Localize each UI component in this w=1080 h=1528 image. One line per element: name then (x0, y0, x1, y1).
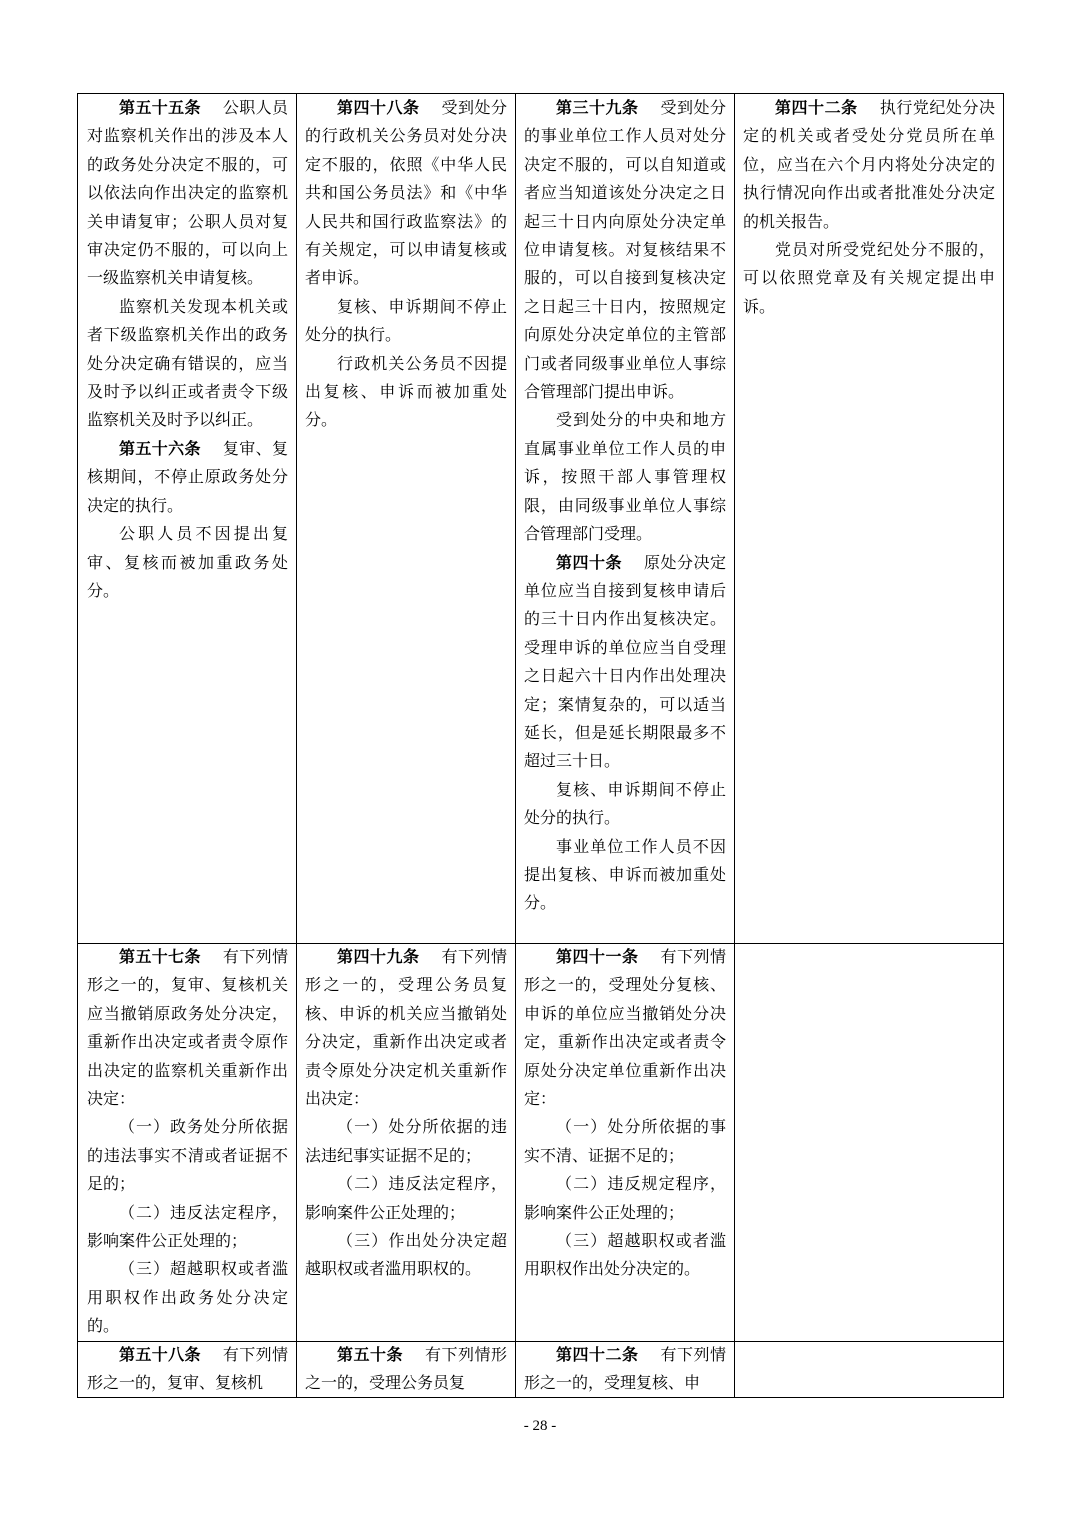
article-text: 原处分决定单位应当自接到复核申请后的三十日内作出复核决定。受理申诉的单位应当自受理之日起六十日内作出处理决定；案情复杂的，可以适当延长，但是延长期限最多不超过三十日。 (524, 552, 726, 771)
article-number: 第五十八条 (119, 1345, 201, 1364)
article-paragraph (524, 1227, 726, 1284)
article-number: 第四十九条 (337, 947, 420, 966)
article-text: （三）超越职权或者滥用职权作出政务处分决定的。 (87, 1259, 288, 1336)
article-paragraph (305, 943, 507, 1113)
table-cell (734, 943, 1003, 1341)
article-paragraph (305, 293, 507, 350)
article-number: 第五十五条 (119, 98, 201, 117)
article-paragraph (87, 1113, 288, 1198)
article-number: 第五十条 (337, 1345, 403, 1364)
table-cell (515, 1341, 734, 1398)
article-text: （三）超越职权或者滥用职权作出处分决定的。 (524, 1231, 726, 1279)
article-text: （二）违反法定程序，影响案件公正处理的； (305, 1174, 507, 1222)
table-cell (78, 943, 296, 1341)
article-text: 行政机关公务员不因提出复核、申诉而被加重处分。 (305, 353, 507, 430)
table-cell (296, 1341, 515, 1398)
article-paragraph (87, 1199, 288, 1256)
article-paragraph (524, 406, 726, 548)
table-cell (515, 94, 734, 943)
article-paragraph (524, 94, 726, 406)
article-paragraph (87, 435, 288, 520)
article-text: 有下列情形之一的，受理公务员复 (305, 1345, 507, 1393)
article-text: 复审、复核期间，不停止原政务处分决定的执行。 (87, 438, 288, 515)
article-paragraph (87, 1341, 288, 1398)
article-text: （一）政务处分所依据的违法事实不清或者证据不足的； (87, 1117, 288, 1194)
article-text: 复核、申诉期间不停止处分的执行。 (524, 779, 726, 828)
article-paragraph (524, 943, 726, 1113)
article-paragraph (524, 1170, 726, 1227)
article-paragraph (87, 293, 288, 435)
comparison-table (77, 93, 1004, 1398)
article-number: 第三十九条 (556, 98, 639, 117)
article-paragraph (524, 1341, 726, 1398)
table-cell (734, 1341, 1003, 1398)
article-text: 事业单位工作人员不因提出复核、申诉而被加重处分。 (524, 836, 726, 913)
table-cell (296, 943, 515, 1341)
article-text: 有下列情形之一的，受理处分复核、申诉的单位应当撤销处分决定，重新作出决定或者责令原处分决定单位重新作出决定： (524, 947, 726, 1109)
article-number: 第五十六条 (119, 438, 201, 458)
article-paragraph (87, 943, 288, 1113)
article-text: 受到处分的事业单位工作人员对处分决定不服的，可以自知道或者应当知道该处分决定之日起三十日内向原处分决定单位申请复核。对复核结果不服的，可以自接到复核决定之日起三十日内，按照规定向原处分决定单位的主管部门或者同级事业单位人事综合管理部门提出申诉。 (524, 98, 726, 402)
article-text: 执行党纪处分决定的机关或者受处分党员所在单位，应当在六个月内将处分决定的执行情况向作出或者批准处分决定的机关报告。 (743, 98, 995, 231)
table-cell (78, 1341, 296, 1398)
article-paragraph (524, 549, 726, 776)
article-paragraph (305, 94, 507, 293)
article-text: 复核、申诉期间不停止处分的执行。 (305, 296, 507, 345)
article-paragraph (743, 94, 995, 236)
article-paragraph (87, 1255, 288, 1340)
article-text: （二）违反法定程序，影响案件公正处理的； (87, 1202, 288, 1251)
article-text: 有下列情形之一的，受理复核、申 (524, 1345, 726, 1393)
article-text: 监察机关发现本机关或者下级监察机关作出的政务处分决定确有错误的，应当及时予以纠正或者责令下级监察机关及时予以纠正。 (87, 296, 288, 430)
table-cell (78, 94, 296, 943)
article-text: （二）违反规定程序，影响案件公正处理的； (524, 1174, 726, 1222)
article-paragraph (305, 1170, 507, 1227)
article-text: 党员对所受党纪处分不服的，可以依照党章及有关规定提出申诉。 (743, 240, 995, 316)
article-text: 公职人员不因提出复审、复核而被加重政务处分。 (87, 524, 288, 600)
article-number: 第四十一条 (556, 947, 639, 966)
page-number: - 28 - (523, 1418, 557, 1434)
article-paragraph (524, 776, 726, 833)
article-text: （三）作出处分决定超越职权或者滥用职权的。 (305, 1231, 507, 1279)
article-text: 受到处分的行政机关公务员对处分决定不服的，依照《中华人民共和国公务员法》和《中华人民共和国行政监察法》的有关规定，可以申请复核或者申诉。 (305, 98, 507, 288)
article-text: 公职人员对监察机关作出的涉及本人的政务处分决定不服的，可以依法向作出决定的监察机关申请复审；公职人员对复审决定仍不服的，可以向上一级监察机关申请复核。 (87, 98, 288, 288)
article-paragraph (305, 1341, 507, 1398)
article-number: 第四十二条 (556, 1345, 639, 1364)
article-paragraph (524, 833, 726, 918)
article-paragraph (305, 1113, 507, 1170)
article-paragraph (87, 94, 288, 293)
article-number: 第四十二条 (775, 98, 858, 117)
table-cell (296, 94, 515, 943)
article-paragraph (524, 1113, 726, 1170)
article-text: （一）处分所依据的事实不清、证据不足的； (524, 1117, 726, 1165)
article-text: 有下列情形之一的，复审、复核机关应当撤销原政务处分决定，重新作出决定或者责令原作出决定的监察机关重新作出决定： (87, 947, 288, 1109)
article-paragraph (305, 350, 507, 435)
article-number: 第四十八条 (337, 98, 420, 117)
article-paragraph (743, 236, 995, 321)
article-number: 第五十七条 (119, 947, 201, 966)
article-text: 受到处分的中央和地方直属事业单位工作人员的申诉，按照干部人事管理权限，由同级事业单位人事综合管理部门受理。 (524, 410, 726, 544)
article-text: 有下列情形之一的，复审、复核机 (87, 1345, 288, 1393)
table-cell (515, 943, 734, 1341)
article-paragraph (87, 520, 288, 605)
article-text: 有下列情形之一的，受理公务员复核、申诉的机关应当撤销处分决定，重新作出决定或者责令原处分决定机关重新作出决定： (305, 947, 507, 1109)
article-paragraph (305, 1227, 507, 1284)
table-cell (734, 94, 1003, 943)
article-text: （一）处分所依据的违法违纪事实证据不足的； (305, 1117, 507, 1165)
article-number: 第四十条 (556, 552, 622, 572)
